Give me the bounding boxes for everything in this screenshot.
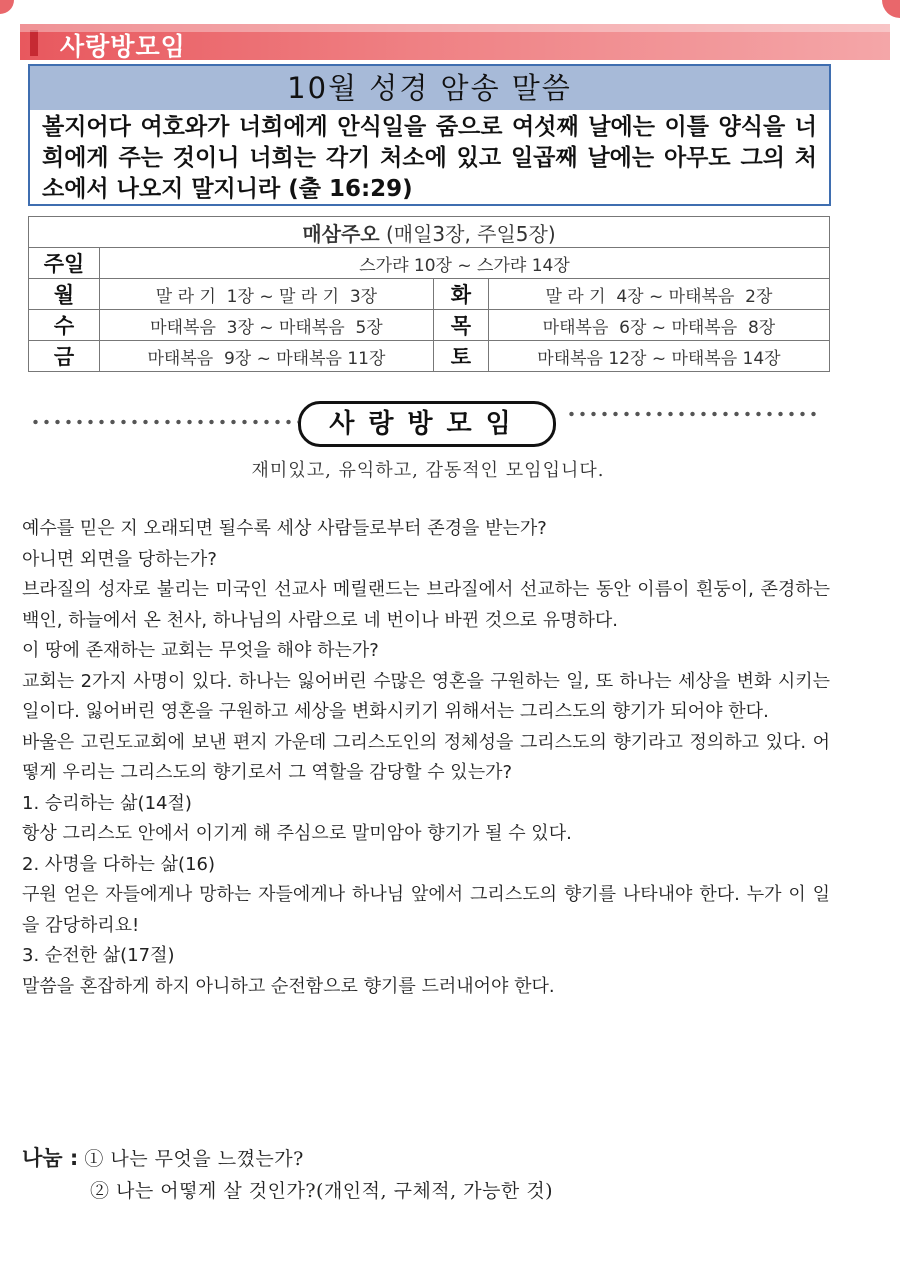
day-label: 수 bbox=[29, 310, 100, 341]
sermon-body bbox=[22, 514, 830, 1002]
body-paragraph: 이 땅에 존재하는 교회는 무엇을 해야 하는가? bbox=[22, 640, 379, 661]
body-paragraph: 바울은 고린도교회에 보낸 편지 가운데 그리스도인의 정체성을 그리스도의 향기라고 정의하고 있다. 어떻게 우리는 그리스도의 향기로서 그 역할을 감당할 수 있는가? bbox=[22, 731, 830, 783]
reading-range: 마태복음 12장 ~ 마태복음 14장 bbox=[488, 341, 829, 372]
sharing-questions bbox=[22, 1142, 852, 1207]
body-paragraph: 말씀을 혼잡하게 하지 아니하고 순전함으로 향기를 드러내어야 한다. bbox=[22, 975, 555, 997]
body-paragraph: 교회는 2가지 사명이 있다. 하나는 잃어버린 수많은 영혼을 구원하는 일, 또 하나는 세상을 변화 시키는 일이다. 잃어버린 영혼을 구원하고 세상을 변화시키기 위해서는 그리스도의 향기가 되어야 한다. bbox=[22, 670, 830, 722]
sharing-question-2: ② 나는 어떻게 살 것인가?(개인적, 구체적, 가능한 것) bbox=[90, 1180, 554, 1202]
dotted-divider-left bbox=[30, 418, 298, 426]
body-paragraph: 아니면 외면을 당하는가? bbox=[22, 548, 217, 570]
section-header-bar bbox=[20, 24, 890, 60]
body-paragraph: 구원 얻은 자들에게나 망하는 자들에게나 하나님 앞에서 그리스도의 향기를 나타내야 한다. 누가 이 일을 감당하리요! bbox=[22, 884, 830, 936]
reading-range: 마태복음 3장 ~ 마태복음 5장 bbox=[100, 310, 434, 341]
body-paragraph: 1. 승리하는 삶(14절) bbox=[22, 792, 192, 814]
memory-verse-text: 볼지어다 여호와가 너희에게 안식일을 줌으로 여섯째 날에는 이틀 양식을 너희에게 주는 것이니 너희는 각기 처소에 있고 일곱째 날에는 아무도 그의 처소에서 나오지 말지니라 (출 16:29) bbox=[42, 114, 817, 202]
schedule-row bbox=[29, 310, 830, 341]
schedule-row bbox=[29, 341, 830, 372]
day-label: 목 bbox=[433, 310, 488, 341]
body-paragraph: 브라질의 성자로 불리는 미국인 선교사 메릴랜드는 브라질에서 선교하는 동안 이름이 흰둥이, 존경하는 백인, 하늘에서 온 천사, 하나님의 사람으로 네 번이나 바뀐 것으로 유명하다. bbox=[22, 579, 830, 631]
schedule-heading-note: (매일3장, 주일5장) bbox=[385, 221, 556, 246]
top-band bbox=[0, 0, 900, 18]
section-title: 사랑방모임 bbox=[60, 32, 186, 61]
sharing-label: 나눔 : bbox=[22, 1146, 79, 1170]
day-label: 주일 bbox=[29, 248, 100, 279]
bible-reading-schedule bbox=[28, 216, 830, 372]
schedule-row-sunday bbox=[29, 248, 830, 279]
dotted-divider-right bbox=[566, 410, 822, 418]
body-paragraph: 항상 그리스도 안에서 이기게 해 주심으로 말미암아 향기가 될 수 있다. bbox=[22, 823, 572, 844]
schedule-heading bbox=[29, 217, 830, 248]
meeting-subtitle: 재미있고, 유익하고, 감동적인 모임입니다. bbox=[251, 460, 605, 481]
sharing-question-1: ① 나는 무엇을 느꼈는가? bbox=[84, 1148, 304, 1170]
memory-verse-title: 10월 성경 암송 말씀 bbox=[30, 66, 829, 110]
body-paragraph: 예수를 믿은 지 오래되면 될수록 세상 사람들로부터 존경을 받는가? bbox=[22, 518, 547, 539]
day-label: 화 bbox=[433, 279, 488, 310]
reading-range: 마태복음 9장 ~ 마태복음 11장 bbox=[100, 341, 434, 372]
memory-verse-box bbox=[28, 64, 831, 206]
reading-range: 스가랴 10장 ~ 스가랴 14장 bbox=[100, 248, 830, 279]
schedule-row bbox=[29, 279, 830, 310]
sharing-line-2 bbox=[22, 1175, 852, 1207]
reading-range: 말 라 기 1장 ~ 말 라 기 3장 bbox=[100, 279, 434, 310]
body-paragraph: 2. 사명을 다하는 삶(16) bbox=[22, 853, 216, 875]
body-paragraph: 3. 순전한 삶(17절) bbox=[22, 945, 175, 966]
day-label: 월 bbox=[29, 279, 100, 310]
reading-range: 말 라 기 4장 ~ 마태복음 2장 bbox=[488, 279, 829, 310]
reading-range: 마태복음 6장 ~ 마태복음 8장 bbox=[488, 310, 829, 341]
sharing-line-1 bbox=[22, 1142, 852, 1175]
day-label: 금 bbox=[29, 341, 100, 372]
meeting-badge: 사랑방모임 bbox=[298, 401, 556, 447]
schedule-heading-title: 매삼주오 bbox=[302, 221, 380, 246]
day-label: 토 bbox=[433, 341, 488, 372]
